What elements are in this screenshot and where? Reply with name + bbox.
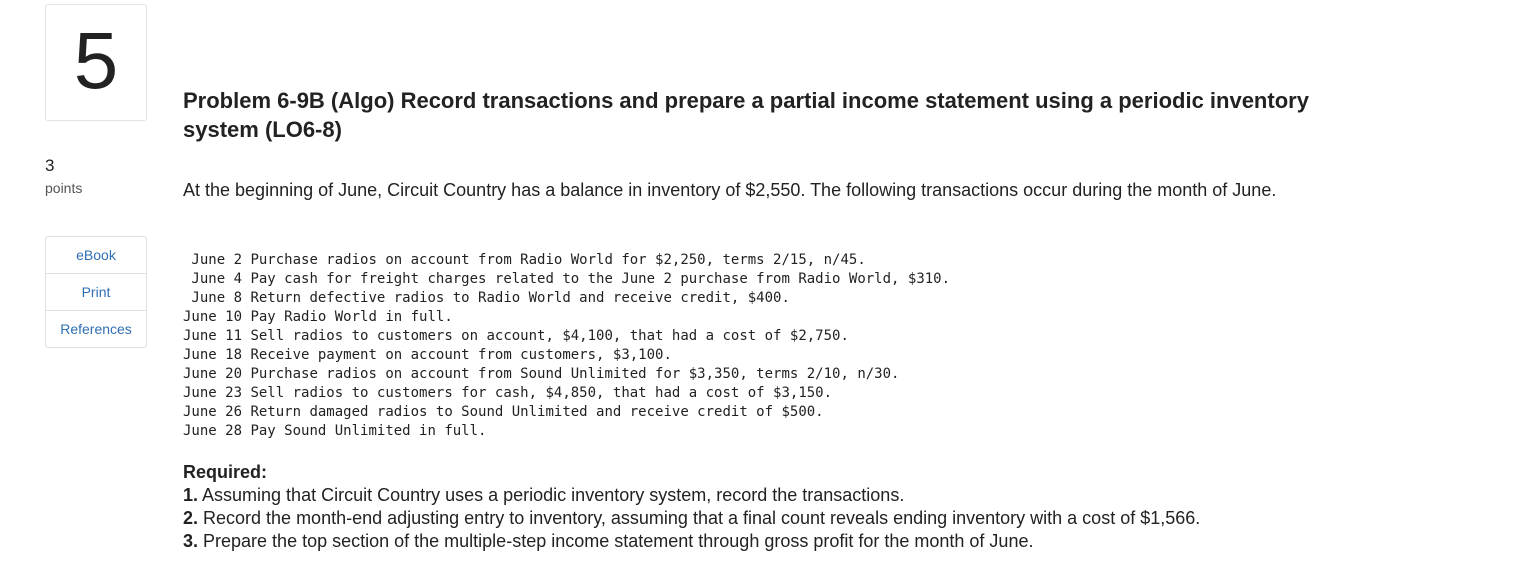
required-item bbox=[183, 530, 1483, 553]
transaction-text: Purchase radios on account from Sound Unlimited for $3,350, terms 2/10, n/30. bbox=[250, 366, 900, 382]
transaction-date: June 28 bbox=[183, 423, 243, 439]
transaction-date: June 26 bbox=[183, 404, 243, 420]
transaction-row bbox=[183, 327, 950, 346]
transaction-row bbox=[183, 384, 950, 403]
ebook-link[interactable]: eBook bbox=[46, 237, 146, 274]
transaction-date: June 11 bbox=[183, 328, 243, 344]
transaction-date: June 18 bbox=[183, 347, 243, 363]
required-item-number: 1. bbox=[183, 485, 199, 505]
points-label: points bbox=[45, 180, 83, 196]
transaction-text: Receive payment on account from customers, $3,100. bbox=[250, 347, 672, 363]
resource-links bbox=[45, 236, 147, 348]
transaction-date: June 8 bbox=[183, 290, 243, 306]
points-value: 3 bbox=[45, 156, 55, 175]
transaction-date: June 20 bbox=[183, 366, 243, 382]
transaction-date: June 23 bbox=[183, 385, 243, 401]
question-number: 5 bbox=[73, 15, 119, 105]
transaction-text: Purchase radios on account from Radio World for $2,250, terms 2/15, n/45. bbox=[250, 252, 866, 268]
transaction-row bbox=[183, 289, 950, 308]
transaction-date: June 4 bbox=[183, 271, 243, 287]
transaction-text: Sell radios to customers on account, $4,100, that had a cost of $2,750. bbox=[250, 328, 849, 344]
transaction-text: Return defective radios to Radio World and receive credit, $400. bbox=[250, 290, 790, 306]
print-link[interactable]: Print bbox=[46, 274, 146, 311]
required-item-text: Assuming that Circuit Country uses a periodic inventory system, record the transactions. bbox=[198, 485, 905, 505]
problem-intro: At the beginning of June, Circuit Country has a balance in inventory of $2,550. The following transactions occur during the month of June. bbox=[183, 180, 1277, 200]
transaction-row bbox=[183, 422, 950, 441]
transaction-text: Return damaged radios to Sound Unlimited and receive credit of $500. bbox=[250, 404, 824, 420]
transaction-row bbox=[183, 270, 950, 289]
required-item bbox=[183, 484, 1483, 507]
transaction-text: Pay cash for freight charges related to the June 2 purchase from Radio World, $310. bbox=[250, 271, 951, 287]
transaction-row bbox=[183, 403, 950, 422]
required-item-number: 3. bbox=[183, 531, 199, 551]
required-item bbox=[183, 507, 1483, 530]
required-item-text: Prepare the top section of the multiple-step income statement through gross profit for the month of June. bbox=[198, 531, 1034, 551]
transaction-row bbox=[183, 346, 950, 365]
transaction-row bbox=[183, 365, 950, 384]
question-number-box bbox=[45, 4, 147, 121]
required-section bbox=[183, 461, 1483, 553]
transaction-text: Pay Radio World in full. bbox=[250, 309, 453, 325]
required-item-number: 2. bbox=[183, 508, 199, 528]
required-item-text: Record the month-end adjusting entry to inventory, assuming that a final count reveals ending inventory with a cost of $1,566. bbox=[198, 508, 1201, 528]
transactions-list bbox=[183, 251, 950, 441]
transaction-date: June 10 bbox=[183, 309, 243, 325]
required-heading: Required: bbox=[183, 462, 268, 482]
transaction-text: Sell radios to customers for cash, $4,850, that had a cost of $3,150. bbox=[250, 385, 833, 401]
transaction-row bbox=[183, 308, 950, 327]
references-link[interactable]: References bbox=[60, 321, 132, 337]
transaction-row bbox=[183, 251, 950, 270]
problem-title: Problem 6-9B (Algo) Record transactions and prepare a partial income statement using a periodic inventory system (LO6-8) bbox=[183, 88, 1309, 142]
transaction-date: June 2 bbox=[183, 252, 243, 268]
transaction-text: Pay Sound Unlimited in full. bbox=[250, 423, 487, 439]
